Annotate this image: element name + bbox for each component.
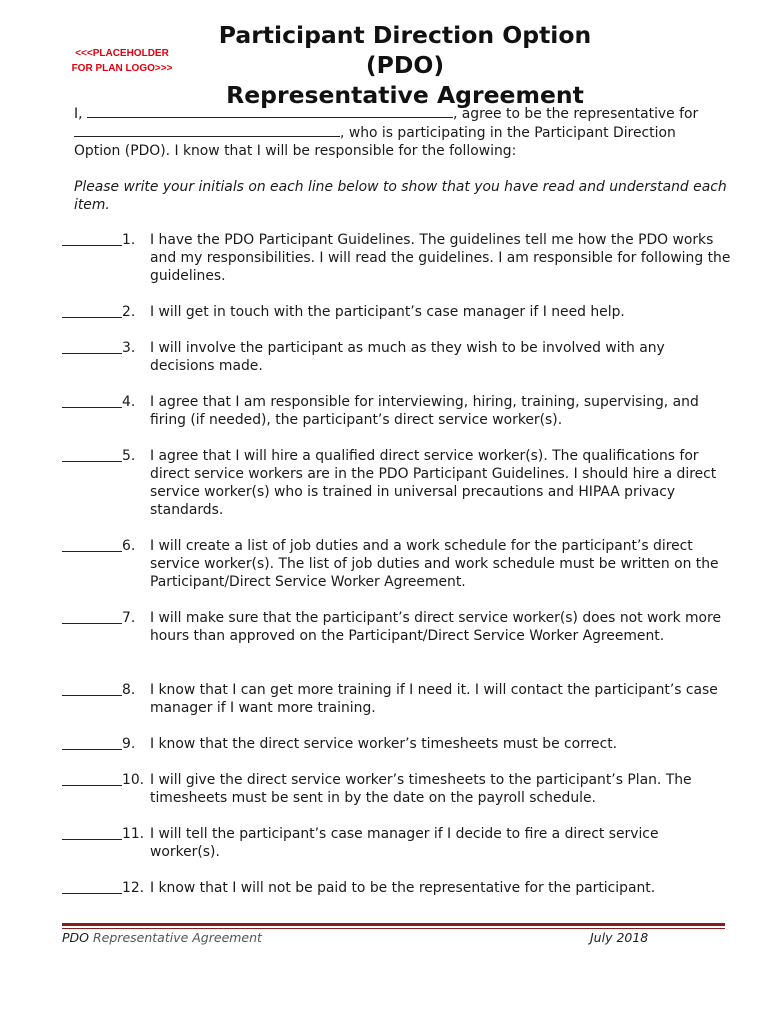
intro-text-1: , agree to be the representative for [452,106,699,122]
list-item [62,771,732,807]
initials-line[interactable] [62,735,122,750]
item-number: 3. [122,340,136,356]
title-line-1: Participant Direction Option [218,21,592,49]
item-number: 9. [122,736,136,752]
list-item [62,681,732,717]
list-item [62,537,732,591]
item-text: I know that I will not be paid to be the representative for the participant. [150,880,656,896]
title-line-3: Representative Agreement [226,81,584,109]
list-item [62,609,732,645]
intro-paragraph [74,104,734,160]
logo-placeholder-line-1: <<<PLACEHOLDER [75,48,169,59]
item-number: 1. [122,232,136,248]
list-item [62,879,732,897]
intro-text-2: , who is participating in the Participant Direction [340,125,676,141]
item-number: 11. [122,826,145,842]
list-item [62,447,732,519]
item-text: I agree that I will hire a qualified direct service worker(s). The qualifications for direct service workers are in the PDO Participant Guidelines. I should hire a direct service worker(s) who is trained in universal precautions and HIPAA privacy standards. [150,448,717,518]
initials-line[interactable] [62,609,122,624]
item-number: 6. [122,538,136,554]
item-text: I agree that I am responsible for interviewing, hiring, training, supervising, and firing (if needed), the participant’s direct service worker(s). [150,394,699,428]
plan-logo-placeholder [60,46,184,76]
agreement-body [74,104,734,214]
initials-line[interactable] [62,303,122,318]
initials-line[interactable] [62,771,122,786]
item-text: I will involve the participant as much as they wish to be involved with any decisions made. [150,340,665,374]
item-text: I will give the direct service worker’s timesheets to the participant’s Plan. The timesheets must be sent in by the date on the payroll schedule. [150,772,692,806]
item-text: I will create a list of job duties and a work schedule for the participant’s direct service worker(s). The list of job duties and work schedule must be written on the Participant/Direct Service Worker Agreement. [150,538,719,590]
item-number: 5. [122,448,136,464]
page-title [178,20,632,109]
item-text: I have the PDO Participant Guidelines. The guidelines tell me how the PDO works and my responsibilities. I will read the guidelines. I am responsible for following the guidelines. [150,232,731,284]
item-number: 7. [122,610,136,626]
initials-line[interactable] [62,537,122,552]
item-number: 10. [122,772,145,788]
item-number: 8. [122,682,136,698]
initials-line[interactable] [62,681,122,696]
list-item [62,339,732,375]
logo-placeholder-line-2: FOR PLAN LOGO>>> [71,63,173,74]
list-item [62,735,732,753]
initials-line[interactable] [62,879,122,894]
initials-instructions: Please write your initials on each line below to show that you have read and understand each item. [74,179,727,213]
list-item [62,825,732,861]
item-text: I will tell the participant’s case manager if I decide to fire a direct service worker(s). [150,826,659,860]
initials-line[interactable] [62,825,122,840]
footer-doc-rest: Representative Agreement [89,930,262,945]
item-number: 4. [122,394,136,410]
initials-line[interactable] [62,231,122,246]
list-item [62,303,732,321]
representative-name-blank[interactable] [87,104,453,118]
item-text: I know that I can get more training if I need it. I will contact the participant’s case manager if I want more training. [150,682,718,716]
item-text: I will make sure that the participant’s direct service worker(s) does not work more hours than approved on the Participant/Direct Service Worker Agreement. [150,610,722,644]
intro-text-3: Option (PDO). I know that I will be responsible for the following: [74,143,517,159]
footer-divider-thin [62,928,725,929]
title-line-2: (PDO) [365,51,445,79]
item-text: I know that the direct service worker’s timesheets must be correct. [150,736,618,752]
participant-name-blank[interactable] [74,123,340,137]
list-item [62,231,732,285]
item-text: I will get in touch with the participant’s case manager if I need help. [150,304,625,320]
footer-date: July 2018 [590,930,649,945]
list-item [62,393,732,429]
item-number: 2. [122,304,136,320]
footer-document-name [62,930,262,945]
initials-line[interactable] [62,393,122,408]
intro-prefix: I, [74,106,83,122]
initials-line[interactable] [62,447,122,462]
item-number: 12. [122,880,145,896]
footer-doc-prefix: PDO [62,930,90,945]
footer-divider-thick [62,923,725,926]
initials-line[interactable] [62,339,122,354]
